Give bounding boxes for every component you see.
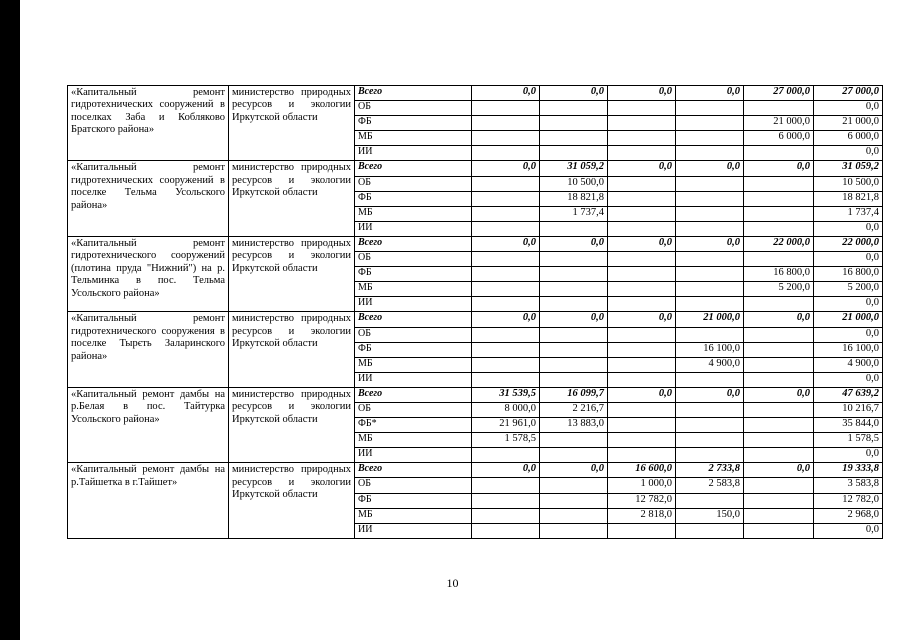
amount-cell: 10 500,0: [540, 176, 608, 191]
amount-cell: 22 000,0: [744, 236, 814, 251]
amount-cell: 1 578,5: [472, 433, 540, 448]
amount-cell: [608, 523, 676, 538]
project-name-cell: «Капитальный ремонт гидротехнического сооружений (плотина пруда "Нижний") на р. Тельминка в пос. Тельма Усольского района»: [68, 236, 229, 311]
amount-cell: 21 000,0: [744, 116, 814, 131]
total-amount-cell: 10 500,0: [814, 176, 883, 191]
amount-cell: 6 000,0: [744, 131, 814, 146]
amount-cell: [744, 523, 814, 538]
funding-source-cell: ОБ: [355, 402, 472, 417]
amount-cell: [608, 267, 676, 282]
amount-cell: [540, 342, 608, 357]
scan-left-edge: [0, 0, 20, 640]
amount-cell: 16 100,0: [676, 342, 744, 357]
amount-cell: 0,0: [472, 236, 540, 251]
funding-source-cell: ИИ: [355, 221, 472, 236]
amount-cell: [608, 282, 676, 297]
total-amount-cell: 1 737,4: [814, 206, 883, 221]
amount-cell: [676, 252, 744, 267]
amount-cell: 0,0: [472, 161, 540, 176]
amount-cell: [472, 221, 540, 236]
total-amount-cell: 47 639,2: [814, 387, 883, 402]
amount-cell: [744, 252, 814, 267]
amount-cell: [744, 357, 814, 372]
amount-cell: [472, 146, 540, 161]
amount-cell: [744, 402, 814, 417]
amount-cell: 2 733,8: [676, 463, 744, 478]
amount-cell: 0,0: [472, 312, 540, 327]
funding-source-cell: ИИ: [355, 523, 472, 538]
amount-cell: 8 000,0: [472, 402, 540, 417]
executor-cell: министерство природных ресурсов и экологии Иркутской области: [229, 463, 355, 538]
project-name-cell: «Капитальный ремонт гидротехнических сооружений в поселке Тельма Усольского района»: [68, 161, 229, 236]
amount-cell: 0,0: [676, 86, 744, 101]
amount-cell: [744, 418, 814, 433]
amount-cell: [676, 327, 744, 342]
total-amount-cell: 5 200,0: [814, 282, 883, 297]
amount-cell: [744, 327, 814, 342]
funding-source-cell: ФБ: [355, 116, 472, 131]
amount-cell: [676, 176, 744, 191]
amount-cell: [608, 327, 676, 342]
total-amount-cell: 0,0: [814, 372, 883, 387]
total-amount-cell: 0,0: [814, 221, 883, 236]
amount-cell: [472, 342, 540, 357]
executor-cell: министерство природных ресурсов и экологии Иркутской области: [229, 387, 355, 462]
amount-cell: [608, 342, 676, 357]
amount-cell: [540, 327, 608, 342]
project-name-cell: «Капитальный ремонт гидротехнического сооружения в поселке Тырєть Заларинского района»: [68, 312, 229, 387]
amount-cell: 0,0: [540, 312, 608, 327]
amount-cell: [472, 478, 540, 493]
amount-cell: 0,0: [608, 236, 676, 251]
funding-source-cell: ИИ: [355, 372, 472, 387]
amount-cell: [744, 342, 814, 357]
amount-cell: [676, 101, 744, 116]
total-amount-cell: 21 000,0: [814, 116, 883, 131]
total-amount-cell: 18 821,8: [814, 191, 883, 206]
total-amount-cell: 1 578,5: [814, 433, 883, 448]
amount-cell: [608, 116, 676, 131]
amount-cell: [540, 448, 608, 463]
amount-cell: 2 583,8: [676, 478, 744, 493]
funding-source-cell: Всего: [355, 236, 472, 251]
amount-cell: [676, 131, 744, 146]
amount-cell: [608, 191, 676, 206]
amount-cell: [608, 146, 676, 161]
amount-cell: [472, 327, 540, 342]
funding-source-cell: ОБ: [355, 478, 472, 493]
amount-cell: [744, 297, 814, 312]
funding-source-cell: ФБ: [355, 493, 472, 508]
funding-source-cell: МБ: [355, 131, 472, 146]
funding-source-cell: ФБ: [355, 267, 472, 282]
amount-cell: [676, 418, 744, 433]
amount-cell: [744, 448, 814, 463]
amount-cell: [676, 433, 744, 448]
amount-cell: [472, 252, 540, 267]
amount-cell: 16 600,0: [608, 463, 676, 478]
amount-cell: 2 216,7: [540, 402, 608, 417]
amount-cell: 0,0: [676, 387, 744, 402]
amount-cell: [608, 433, 676, 448]
amount-cell: [676, 191, 744, 206]
table-row: [68, 312, 883, 327]
total-amount-cell: 31 059,2: [814, 161, 883, 176]
amount-cell: 16 800,0: [744, 267, 814, 282]
total-amount-cell: 16 800,0: [814, 267, 883, 282]
funding-source-cell: ОБ: [355, 101, 472, 116]
total-amount-cell: 6 000,0: [814, 131, 883, 146]
funding-source-cell: Всего: [355, 387, 472, 402]
amount-cell: [472, 176, 540, 191]
amount-cell: 5 200,0: [744, 282, 814, 297]
funding-source-cell: ИИ: [355, 297, 472, 312]
amount-cell: 4 900,0: [676, 357, 744, 372]
amount-cell: [540, 101, 608, 116]
amount-cell: 0,0: [744, 161, 814, 176]
amount-cell: [676, 267, 744, 282]
amount-cell: [676, 282, 744, 297]
project-name-cell: «Капитальный ремонт дамбы на р.Белая в пос. Тайтурка Усольского района»: [68, 387, 229, 462]
amount-cell: [472, 448, 540, 463]
amount-cell: [676, 116, 744, 131]
total-amount-cell: 12 782,0: [814, 493, 883, 508]
amount-cell: [540, 252, 608, 267]
amount-cell: [676, 523, 744, 538]
funding-source-cell: ФБ: [355, 191, 472, 206]
amount-cell: 16 099,7: [540, 387, 608, 402]
amount-cell: [472, 282, 540, 297]
amount-cell: [540, 131, 608, 146]
amount-cell: [472, 508, 540, 523]
amount-cell: 12 782,0: [608, 493, 676, 508]
amount-cell: [540, 282, 608, 297]
amount-cell: [608, 101, 676, 116]
total-amount-cell: 0,0: [814, 146, 883, 161]
amount-cell: [540, 508, 608, 523]
amount-cell: 150,0: [676, 508, 744, 523]
amount-cell: 31 059,2: [540, 161, 608, 176]
amount-cell: [744, 101, 814, 116]
amount-cell: [472, 493, 540, 508]
amount-cell: [540, 297, 608, 312]
amount-cell: [744, 191, 814, 206]
amount-cell: [540, 493, 608, 508]
funding-source-cell: МБ: [355, 508, 472, 523]
budget-table: [67, 85, 883, 539]
amount-cell: [608, 176, 676, 191]
funding-source-cell: ФБ*: [355, 418, 472, 433]
total-amount-cell: 10 216,7: [814, 402, 883, 417]
amount-cell: [540, 146, 608, 161]
amount-cell: [608, 357, 676, 372]
total-amount-cell: 22 000,0: [814, 236, 883, 251]
amount-cell: 0,0: [744, 387, 814, 402]
total-amount-cell: 19 333,8: [814, 463, 883, 478]
amount-cell: 21 000,0: [676, 312, 744, 327]
amount-cell: [676, 493, 744, 508]
amount-cell: 0,0: [608, 161, 676, 176]
amount-cell: [608, 252, 676, 267]
executor-cell: министерство природных ресурсов и экологии Иркутской области: [229, 312, 355, 387]
amount-cell: 0,0: [744, 312, 814, 327]
table-row: [68, 161, 883, 176]
amount-cell: 2 818,0: [608, 508, 676, 523]
amount-cell: [540, 221, 608, 236]
amount-cell: [540, 372, 608, 387]
amount-cell: [472, 116, 540, 131]
executor-cell: министерство природных ресурсов и экологии Иркутской области: [229, 86, 355, 161]
total-amount-cell: 0,0: [814, 252, 883, 267]
total-amount-cell: 2 968,0: [814, 508, 883, 523]
amount-cell: [608, 206, 676, 221]
funding-source-cell: ОБ: [355, 327, 472, 342]
amount-cell: [540, 478, 608, 493]
total-amount-cell: 27 000,0: [814, 86, 883, 101]
amount-cell: 1 000,0: [608, 478, 676, 493]
total-amount-cell: 0,0: [814, 327, 883, 342]
amount-cell: 0,0: [608, 387, 676, 402]
amount-cell: [472, 267, 540, 282]
amount-cell: 27 000,0: [744, 86, 814, 101]
project-name-cell: «Капитальный ремонт дамбы на р.Тайшетка в г.Тайшет»: [68, 463, 229, 538]
amount-cell: 0,0: [744, 463, 814, 478]
table-row: [68, 463, 883, 478]
amount-cell: [472, 191, 540, 206]
amount-cell: 0,0: [540, 236, 608, 251]
amount-cell: [472, 297, 540, 312]
amount-cell: 1 737,4: [540, 206, 608, 221]
amount-cell: [676, 402, 744, 417]
funding-source-cell: МБ: [355, 357, 472, 372]
funding-source-cell: ОБ: [355, 176, 472, 191]
amount-cell: [676, 448, 744, 463]
funding-source-cell: Всего: [355, 86, 472, 101]
total-amount-cell: 35 844,0: [814, 418, 883, 433]
funding-source-cell: МБ: [355, 433, 472, 448]
amount-cell: 0,0: [608, 86, 676, 101]
amount-cell: [608, 418, 676, 433]
total-amount-cell: 0,0: [814, 448, 883, 463]
amount-cell: [608, 402, 676, 417]
amount-cell: [676, 297, 744, 312]
amount-cell: 0,0: [540, 463, 608, 478]
amount-cell: 13 883,0: [540, 418, 608, 433]
table-row: [68, 86, 883, 101]
amount-cell: [744, 372, 814, 387]
total-amount-cell: 3 583,8: [814, 478, 883, 493]
total-amount-cell: 21 000,0: [814, 312, 883, 327]
amount-cell: [472, 523, 540, 538]
amount-cell: [744, 176, 814, 191]
amount-cell: 0,0: [676, 236, 744, 251]
amount-cell: [472, 372, 540, 387]
table-row: [68, 387, 883, 402]
amount-cell: [676, 146, 744, 161]
amount-cell: [608, 131, 676, 146]
project-name-cell: «Капитальный ремонт гидротехнических сооружений в поселках Заба и Кобляково Братского района»: [68, 86, 229, 161]
amount-cell: [608, 297, 676, 312]
amount-cell: [472, 101, 540, 116]
page-number: 10: [446, 576, 459, 590]
funding-source-cell: Всего: [355, 463, 472, 478]
amount-cell: [608, 448, 676, 463]
amount-cell: [744, 433, 814, 448]
amount-cell: 18 821,8: [540, 191, 608, 206]
amount-cell: [676, 221, 744, 236]
funding-source-cell: Всего: [355, 312, 472, 327]
amount-cell: [744, 221, 814, 236]
executor-cell: министерство природных ресурсов и экологии Иркутской области: [229, 236, 355, 311]
funding-source-cell: Всего: [355, 161, 472, 176]
amount-cell: [608, 372, 676, 387]
funding-source-cell: МБ: [355, 282, 472, 297]
executor-cell: министерство природных ресурсов и экологии Иркутской области: [229, 161, 355, 236]
amount-cell: [744, 478, 814, 493]
amount-cell: [744, 146, 814, 161]
funding-source-cell: ИИ: [355, 146, 472, 161]
funding-source-cell: МБ: [355, 206, 472, 221]
amount-cell: [608, 221, 676, 236]
amount-cell: 0,0: [540, 86, 608, 101]
total-amount-cell: 4 900,0: [814, 357, 883, 372]
amount-cell: [472, 357, 540, 372]
amount-cell: [472, 206, 540, 221]
funding-source-cell: ОБ: [355, 252, 472, 267]
amount-cell: 21 961,0: [472, 418, 540, 433]
total-amount-cell: 0,0: [814, 101, 883, 116]
amount-cell: [540, 267, 608, 282]
amount-cell: [744, 508, 814, 523]
amount-cell: [676, 206, 744, 221]
amount-cell: [540, 116, 608, 131]
amount-cell: 31 539,5: [472, 387, 540, 402]
total-amount-cell: 0,0: [814, 523, 883, 538]
amount-cell: 0,0: [608, 312, 676, 327]
total-amount-cell: 0,0: [814, 297, 883, 312]
funding-source-cell: ФБ: [355, 342, 472, 357]
table-row: [68, 236, 883, 251]
amount-cell: 0,0: [472, 86, 540, 101]
total-amount-cell: 16 100,0: [814, 342, 883, 357]
amount-cell: [472, 131, 540, 146]
amount-cell: [540, 523, 608, 538]
amount-cell: 0,0: [676, 161, 744, 176]
amount-cell: [744, 206, 814, 221]
amount-cell: [540, 433, 608, 448]
funding-source-cell: ИИ: [355, 448, 472, 463]
amount-cell: 0,0: [472, 463, 540, 478]
amount-cell: [540, 357, 608, 372]
amount-cell: [744, 493, 814, 508]
amount-cell: [676, 372, 744, 387]
